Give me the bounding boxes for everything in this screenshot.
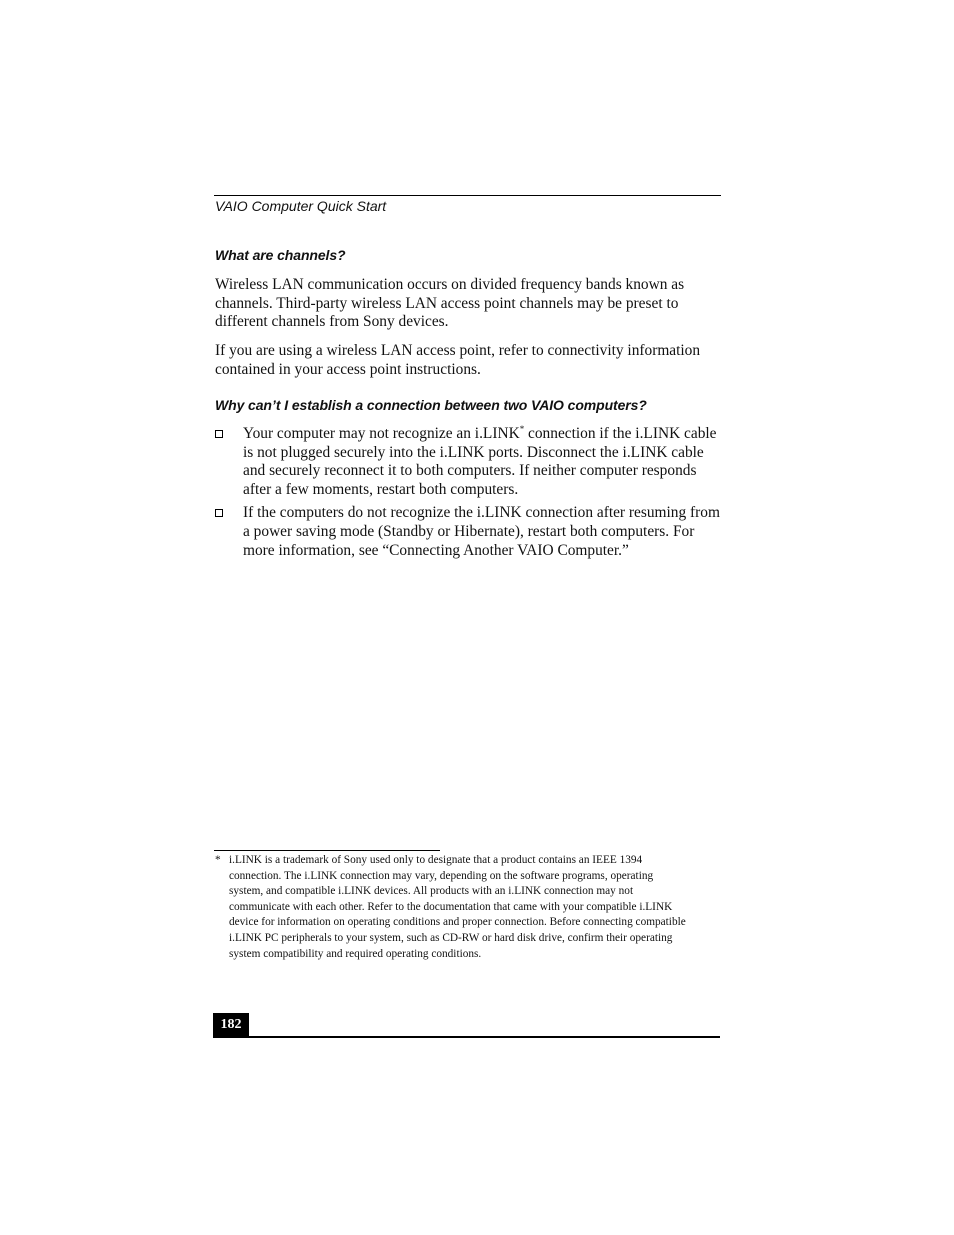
checkbox-bullet-icon <box>215 430 223 438</box>
footnote-reference: * <box>519 423 525 434</box>
running-header: VAIO Computer Quick Start <box>215 198 387 214</box>
footnote-text: i.LINK is a trademark of Sony used only to designate that a product contains an IEEE 1394 connection. The i.LINK connection may vary, depending on the software programs, operating system, and compatible i.LINK devices. All products with an i.LINK connection may not communicate with each other. Refer to the documentation that came with your compatible i.LINK device for information on operating conditions and proper connection. Before connecting compatible i.LINK PC peripherals to your system, such as CD-RW or hard disk drive, confirm their operating system compatibility and required operating conditions. <box>229 854 686 960</box>
paragraph-channels-definition: Wireless LAN communication occurs on divided frequency bands known as channels. Third-party wireless LAN access point channels may be preset to different channels from Sony devices. <box>215 276 685 331</box>
list-item <box>215 504 720 560</box>
list-item <box>215 425 720 499</box>
footer-rule <box>213 1036 720 1038</box>
page-number: 182 <box>213 1013 249 1036</box>
section-heading-channels: What are channels? <box>215 247 346 263</box>
section-heading-vaio-connection: Why can’t I establish a connection between two VAIO computers? <box>215 397 647 413</box>
troubleshooting-list <box>215 425 720 565</box>
bullet-text: If the computers do not recognize the i.LINK connection after resuming from a power saving mode (Standby or Hibernate), restart both computers. For more information, see “Connecting Another VAIO Computer.” <box>243 504 720 559</box>
paragraph-access-point-info: If you are using a wireless LAN access point, refer to connectivity information contained in your access point instructions. <box>215 342 701 378</box>
footnote-mark: * <box>215 854 221 866</box>
bullet-text-start: Your computer may not recognize an i.LINK <box>243 425 520 442</box>
footnote <box>215 853 690 962</box>
checkbox-bullet-icon <box>215 509 223 517</box>
bullet-text-end: connection if the i.LINK cable is not plugged securely into the i.LINK ports. Disconnect the i.LINK cable and securely reconnect it to both computers. If neither computer responds after a few moments, restart both computers. <box>243 425 717 498</box>
header-rule <box>214 195 721 196</box>
footnote-rule <box>214 850 440 851</box>
